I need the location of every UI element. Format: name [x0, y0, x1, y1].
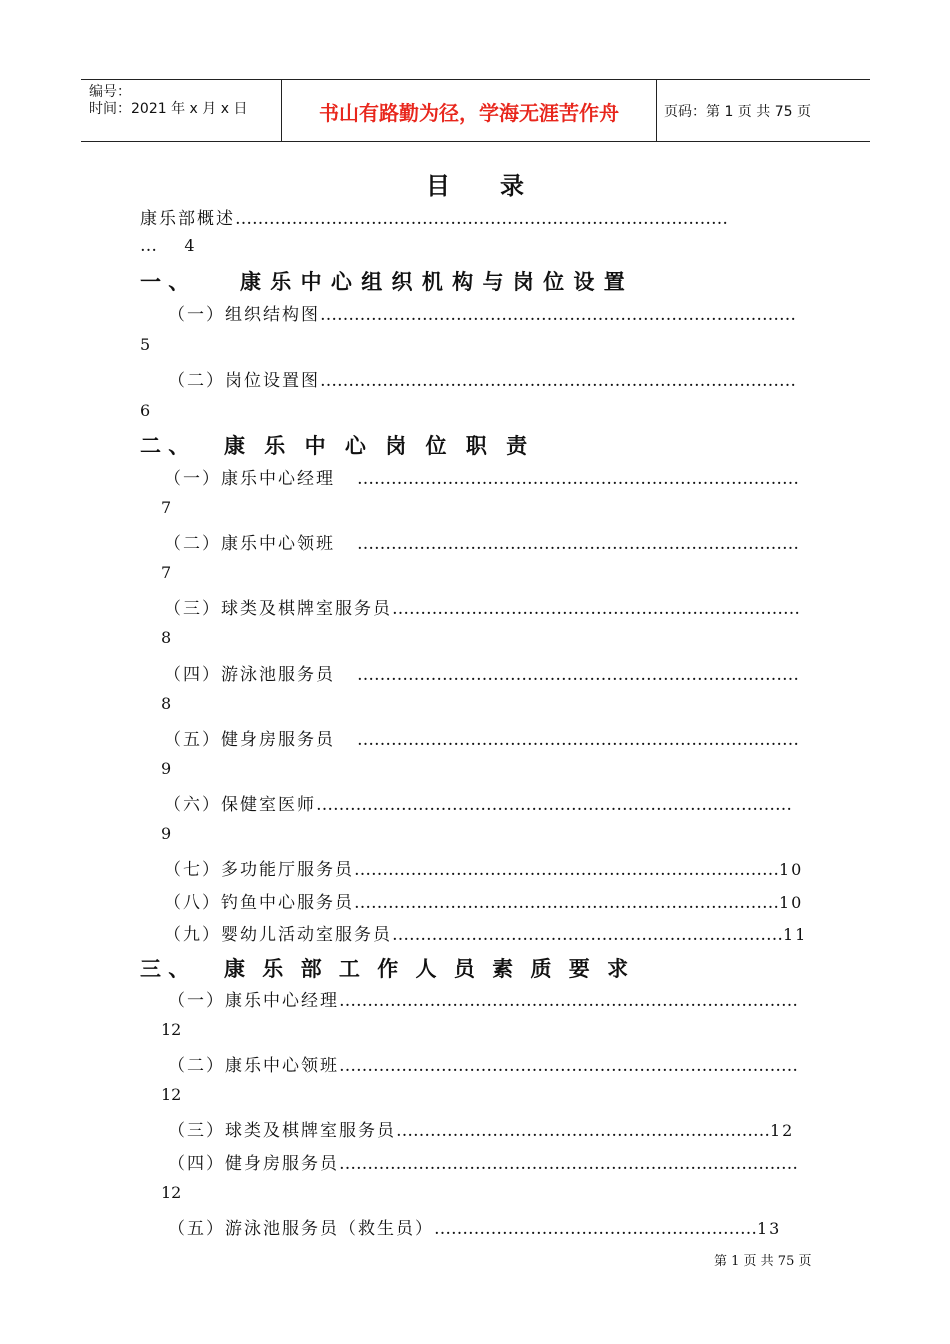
document-number: 编号：	[89, 84, 131, 100]
toc-page-number: 12	[770, 1121, 795, 1140]
section-number: 一 、	[140, 270, 190, 294]
toc-page-number: 6	[140, 401, 151, 420]
toc-entry-label: （七）多功能厅服务员	[164, 860, 354, 880]
toc-entry[interactable]	[168, 1214, 781, 1239]
toc-leader-dots: ……………………………………………………………………	[357, 469, 799, 489]
toc-page-number: 11	[783, 925, 808, 944]
toc-page-number: 9	[161, 824, 172, 843]
section-title: 康 乐 部 工 作 人 员 素 质 要 求	[224, 957, 634, 981]
toc-entry[interactable]	[164, 920, 807, 945]
header-page-number: 页码：第 1 页 共 75 页	[664, 104, 811, 120]
toc-leader-dots: …………………………………………………………………………	[316, 795, 792, 815]
toc-entry[interactable]	[164, 660, 799, 685]
toc-entry[interactable]	[168, 366, 796, 391]
toc-entry-label: （八）钓鱼中心服务员	[164, 893, 354, 913]
header-page-cell	[656, 80, 870, 141]
toc-entry-label: （一）康乐中心经理	[168, 991, 339, 1011]
toc-leader-dots: ……………………………………………………………………	[357, 665, 799, 685]
toc-entry-overview-cont	[140, 236, 197, 256]
toc-entry-overview[interactable]	[140, 204, 728, 229]
toc-entry-label: （四）游泳池服务员	[164, 665, 335, 685]
toc-entry[interactable]	[164, 790, 792, 815]
toc-entry-label: （五）游泳池服务员（救生员）	[168, 1219, 434, 1239]
toc-leader-dots: ………………………………………………………………………	[339, 1056, 798, 1076]
toc-entry-label: （二）岗位设置图	[168, 371, 320, 391]
toc-page-number: 12	[161, 1020, 182, 1039]
toc-entry-label: （四）健身房服务员	[168, 1154, 339, 1174]
toc-leader-dots: ……………………………………………………………………	[357, 730, 799, 750]
toc-leader-dots: …………………………………………………………………………	[320, 371, 796, 391]
toc-leader-dots: ……………………………………………………………………	[357, 534, 799, 554]
document-time: 时间：2021 年 x 月 x 日	[89, 101, 248, 117]
document-header	[81, 79, 870, 142]
toc-leader-dots: …	[140, 236, 157, 256]
section-title: 康 乐 中 心 组 织 机 构 与 岗 位 设 置	[240, 270, 626, 294]
toc-entry[interactable]	[164, 594, 800, 619]
toc-page-number: 10	[779, 860, 804, 879]
toc-leader-dots: ……………………………………………………………………………	[235, 209, 728, 229]
toc-entry[interactable]	[164, 529, 799, 554]
toc-leader-dots: …………………………………………………………………	[354, 860, 779, 880]
toc-page-number: 4	[184, 236, 197, 255]
toc-page-number: 7	[161, 563, 172, 582]
toc-entry[interactable]	[168, 300, 796, 325]
toc-leader-dots: ……………………………………………………………	[392, 925, 783, 945]
toc-page-number: 12	[161, 1085, 182, 1104]
toc-section-heading-2[interactable]	[140, 430, 533, 460]
footer-page-number: 第 1 页 共 75 页	[714, 1254, 812, 1269]
toc-page-number: 9	[161, 759, 172, 778]
toc-leader-dots: ………………………………………………………………………	[339, 991, 798, 1011]
toc-page-number: 13	[757, 1219, 782, 1238]
toc-entry[interactable]	[168, 986, 798, 1011]
toc-entry-label: （三）球类及棋牌室服务员	[168, 1121, 396, 1141]
toc-entry-label: （一）康乐中心经理	[164, 469, 335, 489]
toc-entry[interactable]	[164, 464, 799, 489]
toc-leader-dots: …………………………………………………………………	[354, 893, 779, 913]
toc-leader-dots: …………………………………………………………	[396, 1121, 770, 1141]
toc-entry[interactable]	[164, 725, 799, 750]
toc-entry[interactable]	[168, 1116, 794, 1141]
toc-entry-label: （一）组织结构图	[168, 305, 320, 325]
section-number: 三 、	[140, 957, 190, 981]
toc-entry-label: （五）健身房服务员	[164, 730, 335, 750]
toc-entry-label: （九）婴幼儿活动室服务员	[164, 925, 392, 945]
toc-page-number: 12	[161, 1183, 182, 1202]
section-title: 康 乐 中 心 岗 位 职 责	[224, 434, 534, 458]
header-motto-cell	[281, 80, 657, 141]
toc-entry-label: （六）保健室医师	[164, 795, 316, 815]
toc-leader-dots: …………………………………………………………………………	[320, 305, 796, 325]
toc-entry[interactable]	[168, 1051, 798, 1076]
toc-leader-dots: ………………………………………………………………	[392, 599, 800, 619]
section-number: 二 、	[140, 434, 190, 458]
toc-leader-dots: …………………………………………………	[434, 1219, 757, 1239]
toc-section-heading-3[interactable]	[140, 953, 633, 983]
toc-entry[interactable]	[164, 888, 803, 913]
toc-page-number: 7	[161, 498, 172, 517]
toc-page-number: 5	[140, 335, 151, 354]
toc-leader-dots: ………………………………………………………………………	[339, 1154, 798, 1174]
motto: 书山有路勤为径，学海无涯苦作舟	[319, 101, 619, 125]
header-meta-cell	[81, 80, 281, 141]
page-title: 目录	[426, 172, 574, 200]
toc-entry-label: （二）康乐中心领班	[164, 534, 335, 554]
toc-entry-label: （二）康乐中心领班	[168, 1056, 339, 1076]
toc-page-number: 10	[779, 893, 804, 912]
toc-entry[interactable]	[164, 855, 803, 880]
toc-page-number: 8	[161, 694, 172, 713]
toc-entry[interactable]	[168, 1149, 798, 1174]
toc-entry-label: （三）球类及棋牌室服务员	[164, 599, 392, 619]
toc-page-number: 8	[161, 628, 172, 647]
toc-section-heading-1[interactable]	[140, 266, 626, 296]
toc-entry-label: 康乐部概述	[140, 209, 235, 229]
